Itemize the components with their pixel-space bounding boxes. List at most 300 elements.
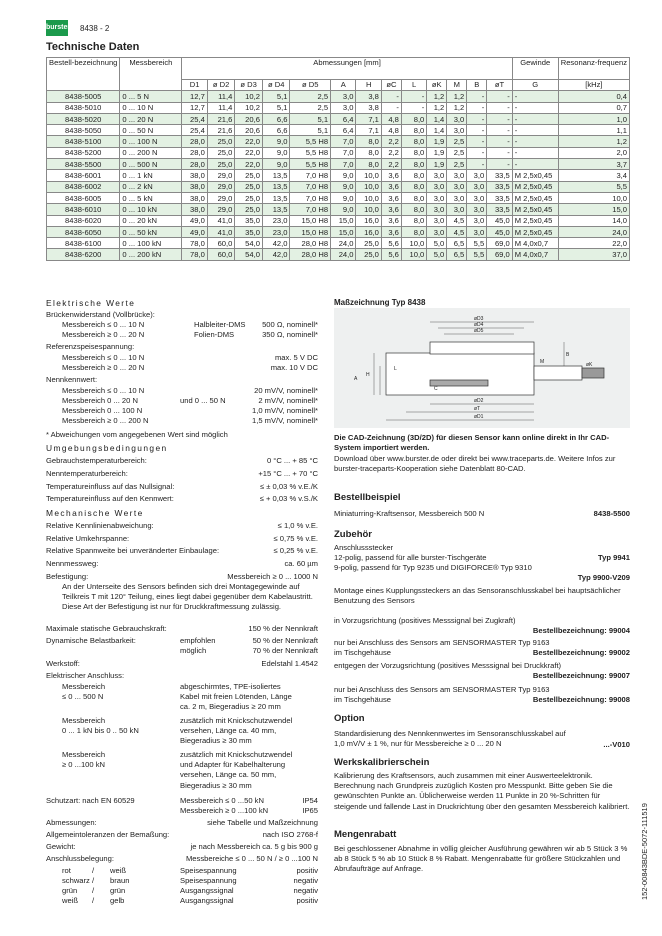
table-cell: 8438-6050 (47, 226, 120, 237)
table-cell: 23,0 (262, 215, 290, 226)
wire-cell: grün (110, 886, 126, 895)
table-cell: 3,0 (467, 204, 487, 215)
table-row (47, 215, 630, 226)
table-row (47, 181, 630, 192)
table-cell: 2,2 (381, 147, 401, 158)
table-row (47, 192, 630, 203)
table-cell: 8438-6010 (47, 204, 120, 215)
table-cell: 3,0 (467, 192, 487, 203)
drawing-title: Maßzeichnung Typ 8438 (334, 298, 426, 307)
gewicht-label: Gewicht: (46, 842, 76, 851)
table-cell: 3,0 (427, 170, 447, 181)
table-cell: 8,0 (356, 136, 381, 147)
table-cell: 0,7 (558, 102, 629, 113)
table-cell: 3,0 (447, 204, 467, 215)
table-cell: 8438-5020 (47, 113, 120, 124)
umg-label-4: Temperatureinfluss auf den Kennwert: (46, 494, 174, 503)
zub-sm-1-code: Bestellbezeichnung: 99002 (532, 648, 630, 657)
wire-cell: Ausgangssignal (180, 886, 234, 895)
table-cell: 38,0 (182, 181, 207, 192)
table-cell: - (467, 91, 487, 102)
mech-label-3: Relative Spannweite bei unveränderter Einbaulage: (46, 546, 220, 555)
subheader-cell: [kHz] (558, 80, 629, 91)
table-cell: 8438-5500 (47, 159, 120, 170)
table-cell: 3,8 (356, 102, 381, 113)
umg-label-3: Temperatureinfluss auf das Nullsignal: (46, 482, 175, 491)
table-cell: 1,9 (427, 159, 447, 170)
table-cell: 3,0 (427, 215, 447, 226)
table-cell: 8438-5010 (47, 102, 120, 113)
table-cell: 1,2 (558, 136, 629, 147)
table-cell: 28,0 H8 (290, 238, 331, 249)
table-cell: 5,6 (381, 249, 401, 260)
abmessungen-value: siehe Tabelle und Maßzeichnung (207, 818, 318, 827)
table-cell: 28,0 (182, 147, 207, 158)
wire-cell: schwarz (62, 876, 90, 885)
table-cell: 0 ... 100 N (120, 136, 182, 147)
table-cell: 3,4 (558, 170, 629, 181)
table-cell: 0 ... 500 N (120, 159, 182, 170)
mengenrabatt-title: Mengenrabatt (334, 829, 397, 840)
mech-label-2: Relative Umkehrspanne: (46, 534, 130, 543)
table-cell: 29,0 (207, 192, 235, 203)
table-cell: 15,0 (331, 226, 356, 237)
nennkennwert-label: Nennkennwert: (46, 375, 98, 384)
table-cell: 25,0 (356, 249, 381, 260)
table-cell: 10,2 (235, 91, 263, 102)
table-cell: 25,4 (182, 113, 207, 124)
table-cell: 29,0 (207, 204, 235, 215)
table-cell: 3,0 (467, 170, 487, 181)
gewicht-value: je nach Messbereich ca. 5 g bis 900 g (190, 842, 318, 851)
table-cell: 33,5 (487, 170, 512, 181)
table-cell: 25,0 (207, 136, 235, 147)
table-cell: 7,0 (331, 136, 356, 147)
table-cell: 25,0 (356, 238, 381, 249)
sensor-cable (534, 366, 582, 380)
table-cell: M 2,5x0,45 (512, 204, 558, 215)
table-cell: 21,6 (207, 125, 235, 136)
dyn-label: Dynamische Belastbarkeit: (46, 636, 136, 645)
table-cell: 8438-6005 (47, 192, 120, 203)
dimension-drawing (334, 308, 630, 428)
werkstoff-value: Edelstahl 1.4542 (261, 659, 318, 668)
zub-entgegen-code: Bestellbezeichnung: 99007 (532, 671, 630, 680)
table-cell: 8438-5200 (47, 147, 120, 158)
cad-text: Download über www.burster.de oder direkt bei www.traceparts.de. Weitere Infos zur burster-traceparts-Kooperation siehe Datenblatt 80-CAD. (334, 454, 616, 474)
table-cell: 3,6 (381, 215, 401, 226)
table-cell: 29,0 (207, 181, 235, 192)
mengenrabatt-text: Bei geschlossener Abnahme in völlig gleicher Ausführung gewähren wir ab 5 Stück 3 % ab 8 Stück 5 % ab 10 Stück 8 % Rabatt. Mengenrabatte für größere Stückzahlen und Abrufaufträge auf Anfrage. (334, 844, 628, 874)
table-cell: 8,0 (401, 147, 426, 158)
dyn-empf: empfohlen (180, 636, 216, 645)
brw-range-2: Messbereich ≥ 0 ... 20 N (62, 330, 145, 339)
schutzart-range-2: Messbereich ≥ 0 ...100 kN (180, 806, 269, 815)
dyn-empf-value: 50 % der Nennkraft (252, 636, 318, 645)
table-cell: 29,0 (207, 170, 235, 181)
table-cell: 6,6 (262, 125, 290, 136)
table-cell: 8,0 (401, 215, 426, 226)
table-cell: 0 ... 10 kN (120, 204, 182, 215)
table-cell: 9,0 (331, 204, 356, 215)
table-cell: 11,4 (207, 102, 235, 113)
mech-label-4: Nennmessweg: (46, 559, 99, 568)
section-umgebung: Umgebungsbedingungen (46, 443, 168, 453)
drawing-label: A (354, 376, 358, 382)
drawing-label: B (566, 352, 570, 358)
table-row (47, 102, 630, 113)
table-cell: 42,0 (262, 238, 290, 249)
table-cell: 1,1 (558, 125, 629, 136)
zub-sm-1: nur bei Anschluss des Sensors am SENSORMASTER Typ 9163 (334, 638, 550, 647)
wire-cell: positiv (296, 866, 318, 875)
table-cell: 54,0 (235, 238, 263, 249)
table-cell: - (381, 91, 401, 102)
table-cell: 5,1 (262, 91, 290, 102)
table-cell: 3,6 (381, 226, 401, 237)
table-row (47, 249, 630, 260)
table-cell: 25,0 (235, 192, 263, 203)
table-cell: 13,5 (262, 204, 290, 215)
table-cell: 8438-6002 (47, 181, 120, 192)
table-cell: 3,0 (427, 226, 447, 237)
table-cell: 7,0 (331, 147, 356, 158)
table-cell: 10,0 (356, 170, 381, 181)
table-cell: 10,0 (356, 181, 381, 192)
zub-9pol-code: Typ 9900-V209 (577, 573, 630, 582)
table-cell: 25,4 (182, 125, 207, 136)
table-cell: 2,0 (558, 147, 629, 158)
table-cell: 9,0 (331, 181, 356, 192)
table-cell: 5,1 (262, 102, 290, 113)
table-cell: 28,0 H8 (290, 249, 331, 260)
subheader-cell: G (512, 80, 558, 91)
wire-cell: / (92, 876, 95, 885)
table-cell: 16,0 (356, 215, 381, 226)
table-cell: 9,0 (262, 159, 290, 170)
wire-cell: weiß (62, 896, 79, 905)
table-cell: 1,2 (427, 102, 447, 113)
table-cell: 3,8 (356, 91, 381, 102)
table-row (47, 147, 630, 158)
table-cell: 22,0 (235, 136, 263, 147)
anschluss-range-2: Messbereich 0 ... 1 kN bis 0 .. 50 kN (62, 716, 139, 736)
table-cell: M 4,0x0,7 (512, 238, 558, 249)
table-cell: 42,0 (262, 249, 290, 260)
table-cell: 15,0 H8 (290, 215, 331, 226)
table-cell: 10,0 (401, 249, 426, 260)
table-cell: - (487, 91, 512, 102)
col-bestellbezeichnung: Bestell-bezeichnung (47, 58, 120, 91)
table-cell: 3,0 (447, 125, 467, 136)
table-cell: 13,5 (262, 181, 290, 192)
table-cell: 8438-5050 (47, 125, 120, 136)
table-row (47, 91, 630, 102)
table-cell: 69,0 (487, 238, 512, 249)
drawing-label: H (366, 372, 370, 378)
table-cell: 8,0 (401, 125, 426, 136)
table-cell: 13,5 (262, 192, 290, 203)
belegung-value: Messbereiche ≤ 0 ... 50 N / ≥ 0 ...100 N (185, 854, 318, 863)
table-cell: 7,1 (356, 125, 381, 136)
table-cell: 21,6 (207, 113, 235, 124)
table-cell: - (512, 147, 558, 158)
table-cell: M 4,0x0,7 (512, 249, 558, 260)
dimension-table (46, 57, 630, 261)
anschluss-label: Elektrischer Anschluss: (46, 671, 125, 680)
table-cell: 3,6 (381, 192, 401, 203)
table-cell: 1,9 (427, 136, 447, 147)
table-cell: - (512, 91, 558, 102)
table-cell: 2,2 (381, 136, 401, 147)
table-cell: 8,0 (401, 170, 426, 181)
befestigung-label: Befestigung: (46, 572, 89, 581)
zub-montage: Montage eines Kupplungssteckers an das Sensoranschlusskabel bei hauptsächlicher Benutzung des Sensors (334, 586, 621, 606)
nenn-range-4: Messbereich ≥ 0 ... 200 N (62, 416, 149, 425)
umg-label-1: Gebrauchstemperaturbereich: (46, 456, 147, 465)
col-messbereich: Messbereich (120, 58, 182, 91)
table-cell: 10,0 (356, 192, 381, 203)
table-row (47, 204, 630, 215)
drawing-label: øD1 (474, 414, 484, 420)
brw-type-2: Folien-DMS (194, 330, 235, 339)
table-cell: 10,0 (558, 192, 629, 203)
zub-entgegen: entgegen der Vorzugsrichtung (positives Messsignal bei Druckkraft) (334, 661, 562, 670)
table-cell: 1,2 (447, 102, 467, 113)
zub-12pol: 12-polig, passend für alle burster-Tischgeräte (334, 553, 487, 562)
table-cell: 1,2 (427, 91, 447, 102)
umg-value-1: 0 °C ... + 85 °C (266, 456, 318, 465)
subheader-cell: ø D5 (290, 80, 331, 91)
table-cell: 8438-6100 (47, 238, 120, 249)
table-cell: 3,0 (447, 192, 467, 203)
table-cell: 2,5 (290, 102, 331, 113)
table-cell: 0,4 (558, 91, 629, 102)
table-cell: - (512, 125, 558, 136)
table-cell: 9,0 (262, 136, 290, 147)
table-cell: 3,0 (467, 226, 487, 237)
mech-value-3: ≤ 0,25 % v.E. (273, 546, 318, 555)
bestellbeispiel-code: 8438-5500 (593, 509, 630, 518)
table-cell: 4,5 (447, 215, 467, 226)
table-cell: 35,0 (235, 226, 263, 237)
werkskalibrier-title: Werkskalibrierschein (334, 757, 430, 768)
section-mechanische-werte: Mechanische Werte (46, 508, 144, 518)
table-cell: 9,0 (331, 192, 356, 203)
table-cell: - (487, 136, 512, 147)
table-cell: 8,0 (401, 192, 426, 203)
befestigung-text: An der Unterseite des Sensors befinden sich drei Montagegewinde auf Teilkreis T mit 120° Teilung, eines liegt dabei gegenüber dem Kabelaustritt. Diese Art der Befestigung ist nur für Druckkraftmessung zulässig. (62, 582, 313, 612)
table-cell: 8,0 (401, 181, 426, 192)
table-cell: 60,0 (207, 249, 235, 260)
dyn-moeglich: möglich (180, 646, 207, 655)
table-cell: 60,0 (207, 238, 235, 249)
page-title: Technische Daten (46, 41, 140, 53)
subheader-cell: øC (381, 80, 401, 91)
table-cell: - (512, 136, 558, 147)
hatch-area (430, 380, 488, 386)
brw-range-1: Messbereich ≤ 0 ... 10 N (62, 320, 145, 329)
footnote: * Abweichungen vom angegebenen Wert sind möglich (46, 430, 228, 439)
wire-cell: negativ (293, 876, 318, 885)
subheader-cell: ø D3 (235, 80, 263, 91)
table-cell: 0 ... 50 kN (120, 226, 182, 237)
ref-value-1: max. 5 V DC (274, 353, 318, 362)
table-cell: - (467, 113, 487, 124)
werkskalibrier-text: Kalibrierung des Kraftsensors, auch zusammen mit einer Auswerteelektronik. Berechnung nach Grundpreis zuzüglich Kosten pro Messpunkt. Bitte geben Sie die gewünschten Punkte an. Üblicherweise werden 11 Punkte in 20 %-Schritten für steigende und fallende Last in Druckrichtung über den gesamten Messbereich kalibriert. (334, 771, 630, 811)
table-cell: - (487, 159, 512, 170)
table-cell: 3,0 (331, 102, 356, 113)
table-cell: 8,0 (401, 159, 426, 170)
anschluss-range-1: Messbereich ≤ 0 ... 500 N (62, 682, 106, 702)
wire-cell: Speisespannung (180, 876, 237, 885)
table-cell: 6,4 (331, 113, 356, 124)
table-cell: 38,0 (182, 170, 207, 181)
table-cell: 5,0 (427, 249, 447, 260)
table-cell: 25,0 (235, 204, 263, 215)
nenn-range-2: Messbereich 0 ... 20 N (62, 396, 138, 405)
table-cell: 0 ... 20 N (120, 113, 182, 124)
table-cell: 5,5 (467, 238, 487, 249)
table-cell: 8,0 (356, 147, 381, 158)
table-cell: 0 ... 200 N (120, 147, 182, 158)
table-cell: 33,5 (487, 204, 512, 215)
col-resonanz: Resonanz-frequenz (558, 58, 629, 80)
table-cell: 2,5 (447, 159, 467, 170)
table-cell: 4,8 (381, 125, 401, 136)
bestellbeispiel-title: Bestellbeispiel (334, 492, 401, 503)
zub-stecker: Anschlussstecker (334, 543, 394, 552)
table-cell: M 2,5x0,45 (512, 215, 558, 226)
table-cell: 8,0 (356, 159, 381, 170)
table-cell: 8,0 (401, 136, 426, 147)
table-row (47, 238, 630, 249)
table-cell: 2,5 (447, 136, 467, 147)
nenn-value-4: 1,5 mV/V, nominell* (252, 416, 318, 425)
table-row (47, 113, 630, 124)
table-cell: 54,0 (235, 249, 263, 260)
table-cell: M 2,5x0,45 (512, 181, 558, 192)
belegung-label: Anschlussbelegung: (46, 854, 114, 863)
table-cell: 8438-5100 (47, 136, 120, 147)
table-cell: 12,7 (182, 91, 207, 102)
table-cell: - (467, 102, 487, 113)
anschluss-text-3: zusätzlich mit Knickschutzwendel und Adapter für Kabelhalterung versehen, Länge ca. 50 mm, Biegeradius ≥ 30 mm (180, 750, 293, 790)
table-cell: 69,0 (487, 249, 512, 260)
umg-value-4: ≤ + 0,03 % v.S./K (259, 494, 318, 503)
brw-value-2: 350 Ω, nominell* (262, 330, 318, 339)
table-cell: 8438-6020 (47, 215, 120, 226)
gebrauchskraft-label: Maximale statische Gebrauchskraft: (46, 624, 167, 633)
drawing-label: øD3 (474, 316, 484, 322)
table-cell: 3,0 (427, 204, 447, 215)
gebrauchskraft-value: 150 % der Nennkraft (248, 624, 318, 633)
toleranz-value: nach ISO 2768-f (262, 830, 318, 839)
table-cell: - (487, 113, 512, 124)
table-cell: - (467, 125, 487, 136)
schutzart-ip-1: IP54 (302, 796, 318, 805)
table-cell: - (401, 102, 426, 113)
drawing-label: M (540, 359, 545, 365)
table-cell: 4,8 (381, 113, 401, 124)
table-cell: 5,5 H8 (290, 136, 331, 147)
table-cell: 3,0 (467, 215, 487, 226)
table-cell: 8,0 (401, 113, 426, 124)
table-cell: 3,0 (447, 181, 467, 192)
table-cell: 7,0 H8 (290, 192, 331, 203)
subheader-cell: B (467, 80, 487, 91)
table-cell: 1,2 (447, 91, 467, 102)
table-cell: 9,0 (331, 170, 356, 181)
option-title: Option (334, 713, 365, 724)
werkstoff-label: Werkstoff: (46, 659, 80, 668)
table-cell: 28,0 (182, 159, 207, 170)
table-cell: - (512, 102, 558, 113)
table-cell: - (381, 102, 401, 113)
page-number: 8438 - 2 (80, 24, 110, 33)
table-cell: 3,6 (381, 204, 401, 215)
table-row (47, 170, 630, 181)
table-cell: 37,0 (558, 249, 629, 260)
table-cell: 5,5 H8 (290, 147, 331, 158)
table-cell: - (487, 147, 512, 158)
drawing-label: C (434, 386, 438, 392)
table-cell: - (512, 113, 558, 124)
zub-sm-2-code: Bestellbezeichnung: 99008 (532, 695, 630, 704)
drawing-label: øT (474, 406, 481, 412)
table-cell: 3,6 (381, 170, 401, 181)
table-cell: 8438-5005 (47, 91, 120, 102)
table-cell: 0 ... 200 kN (120, 249, 182, 260)
mech-label-1: Relative Kennlinienabweichung: (46, 521, 154, 530)
schutzart-range-1: Messbereich ≤ 0 ...50 kN (180, 796, 264, 805)
table-cell: 20,6 (235, 125, 263, 136)
table-cell: - (512, 159, 558, 170)
subheader-cell: H (356, 80, 381, 91)
table-cell: 2,5 (447, 147, 467, 158)
toleranz-label: Allgemeintoleranzen der Bemaßung: (46, 830, 170, 839)
table-cell: 6,4 (331, 125, 356, 136)
table-cell: 3,0 (467, 181, 487, 192)
drawing-label: øD2 (474, 398, 484, 404)
sensor-body (386, 353, 534, 395)
table-cell: 7,0 (331, 159, 356, 170)
nenn-extra-2: und 0 ... 50 N (180, 396, 226, 405)
table-cell: 4,5 (447, 226, 467, 237)
table-cell: 10,2 (235, 102, 263, 113)
wire-cell: gelb (110, 896, 125, 905)
wire-cell: negativ (293, 886, 318, 895)
wire-cell: / (92, 896, 95, 905)
subheader-cell: A (331, 80, 356, 91)
subheader-cell: øK (427, 80, 447, 91)
table-cell: 6,5 (447, 249, 467, 260)
table-cell: 5,5 (467, 249, 487, 260)
table-cell: 2,5 (290, 91, 331, 102)
subheader-cell: D1 (182, 80, 207, 91)
wire-cell: / (92, 886, 95, 895)
umg-value-2: +15 °C ... + 70 °C (258, 469, 318, 478)
table-cell: 33,5 (487, 192, 512, 203)
umg-value-3: ≤ ± 0,03 % v.E./K (260, 482, 318, 491)
subheader-cell: L (401, 80, 426, 91)
table-cell: 35,0 (235, 215, 263, 226)
table-cell: 38,0 (182, 204, 207, 215)
zub-vorzug: in Vorzugsrichtung (positives Messsignal bei Zugkraft) (334, 616, 516, 625)
table-cell: 7,0 H8 (290, 170, 331, 181)
table-cell: 14,0 (558, 215, 629, 226)
table-cell: 49,0 (182, 226, 207, 237)
